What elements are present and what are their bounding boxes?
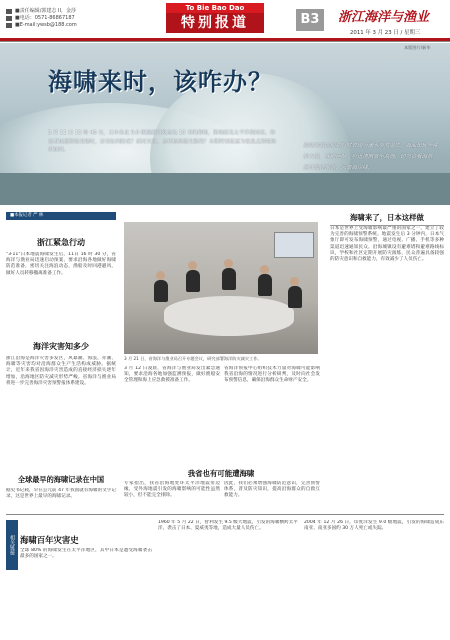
section-title: 特别报道 xyxy=(166,13,264,33)
divider xyxy=(6,514,444,515)
headline: 海啸来时，该咋办？ xyxy=(48,67,273,96)
article-title: 海啸百年灾害史 xyxy=(20,535,79,545)
article-body: 全球 80% 的海啸发生在太平洋地区，其中日本是遭受海啸袭击最多的国家之一。 xyxy=(20,548,152,560)
article-body: 1960 年 5 月 22 日，智利发生 9.5 级大地震，引发的海啸横跨太平洋，袭击了日本、夏威夷等地，造成大量人员伤亡。 xyxy=(158,520,298,532)
person-shape xyxy=(222,268,236,290)
newspaper-name: 浙江海洋与渔业 xyxy=(338,10,430,25)
person-shape xyxy=(258,274,272,296)
article-body: 据史书记载，早在公元前 47 年我国就有海啸的文字记录，这是世界上最早的海啸记录。 xyxy=(6,488,116,500)
article-title: 海洋灾害知多少 xyxy=(33,341,89,351)
editor-info xyxy=(6,8,77,29)
page-number: B3 xyxy=(296,9,324,31)
phone-icon xyxy=(6,16,12,21)
email-icon xyxy=(6,23,12,28)
person-head xyxy=(260,265,269,274)
issue-date: 2011 年 3 月 23 日 / 星期三 xyxy=(350,30,421,36)
article-body: 专家指出，我省沿海地处环太平洋地震带边缘，受外海地震引发的海啸影响的可能性虽然较小，但不能完全排除。 xyxy=(124,481,220,499)
article-body: 省海洋预报中心组织技术力量对海啸可能影响我省沿海的情况进行分析研判，及时向社会发布预警信息，确保沿海群众生命财产安全。 xyxy=(224,366,320,384)
article-body: 日本是世界上受海啸影响最严重的国家之一，建立了较为完善的海啸预警系统。地震发生后 3 分钟内，日本气象厅即可发布海啸预警，通过电视、广播、手机等多种渠道迅速通知民众。沿海城镇设有避难塔和避难路线标识，学校和社区定期开展防灾演练，民众普遍具备较强的防灾意识和自救能力，有效减少了人员伤亡。 xyxy=(330,226,444,263)
article-body: 3 月 12 日凌晨，省海洋与渔业局发出紧急通知，要求沿海各地加强监测预报，做好渔船安全管理和海上应急救援准备工作。 xyxy=(124,366,220,384)
person-head xyxy=(224,259,233,268)
editor-line: ■责任编辑/郭建志 II，金莎 xyxy=(15,8,76,14)
article-body: "3·11"日本地震海啸发生后，11日 16 时 30 分，省海洋与渔业局迅速启动预案，要求沿海各地做好海啸防范准备，密切关注海浪动态，渔船及时回港避风，做好人员转移撤离准备工作。 xyxy=(6,252,116,276)
masthead-rule xyxy=(0,38,450,41)
lede-paragraph: 3 月 11 日 13 时 46 分，日本东北 9.0 级强震引发高达 10 米的海啸，海啸波及太平洋数国家。你是否知道海啸来临时，应该如何防范？面对灾难，怎样选择逃生路线？本期特别报道为您盘点海啸防灾知识。 xyxy=(48,130,277,153)
sea-shape xyxy=(0,173,450,205)
masthead xyxy=(0,0,450,42)
section-pinyin: To Bie Bao Dao xyxy=(166,3,264,13)
table-shape xyxy=(164,296,294,336)
article-title: 全球最早的海啸记录在中国 xyxy=(17,475,105,484)
article-body: 2004 年 12 月 26 日，印度洋发生 9.0 级地震，引发的海啸造成东南亚、南亚多国约 30 万人死亡或失踪。 xyxy=(304,520,444,532)
article-body: 因此，我们必须增强海啸防范意识，完善预警体系，普及防灾知识，提高沿海群众的自救互救能力。 xyxy=(224,481,320,499)
person-shape xyxy=(288,286,302,308)
photo-caption: 3 月 21 日，省海洋与渔业局召开专题会议，研究部署海洋防灾减灾工作。 xyxy=(124,356,262,361)
article-body: 浙江沿海是海洋灾害多发区，风暴潮、海浪、赤潮、海啸等灾害均对沿海群众生产生活构成威胁。据统计，近年来我省因海洋灾害造成的直接经济损失逐年增加，沿海地区防灾减灾形势严峻。省海洋与渔业局将进一步完善海洋灾害预警报体系建设。 xyxy=(6,356,116,386)
person-head xyxy=(290,277,299,286)
email-line: ■E-mail:ywsb@188.com xyxy=(15,22,77,28)
person-shape xyxy=(154,280,168,302)
person-head xyxy=(156,271,165,280)
screen-shape xyxy=(274,232,314,258)
edit-icon xyxy=(6,9,12,14)
person-shape xyxy=(186,270,200,292)
phone-line: ■电话：0571-86867187 xyxy=(15,15,75,21)
article-title: 海啸来了，日本这样做 xyxy=(330,212,444,226)
person-head xyxy=(188,261,197,270)
article-title: 浙江紧急行动 xyxy=(37,237,85,247)
photo-credit: 本版图片/新华 xyxy=(404,45,431,50)
reporter-byline: ■本报记者 严 林 xyxy=(6,212,116,220)
related-link-tag: 相关链接 xyxy=(6,520,18,570)
pull-quote: 海啸来临的前兆有时表现为潮水突然退去，海面出现异常的大浪，伴随巨响，应迅速撤离至高地，切勿贪看海景，避开低洼地带，远离海岸线。 xyxy=(303,143,438,171)
meeting-photo xyxy=(124,222,318,354)
hero-image xyxy=(0,43,450,205)
article-title: 我省也有可能遭海啸 xyxy=(187,469,255,478)
